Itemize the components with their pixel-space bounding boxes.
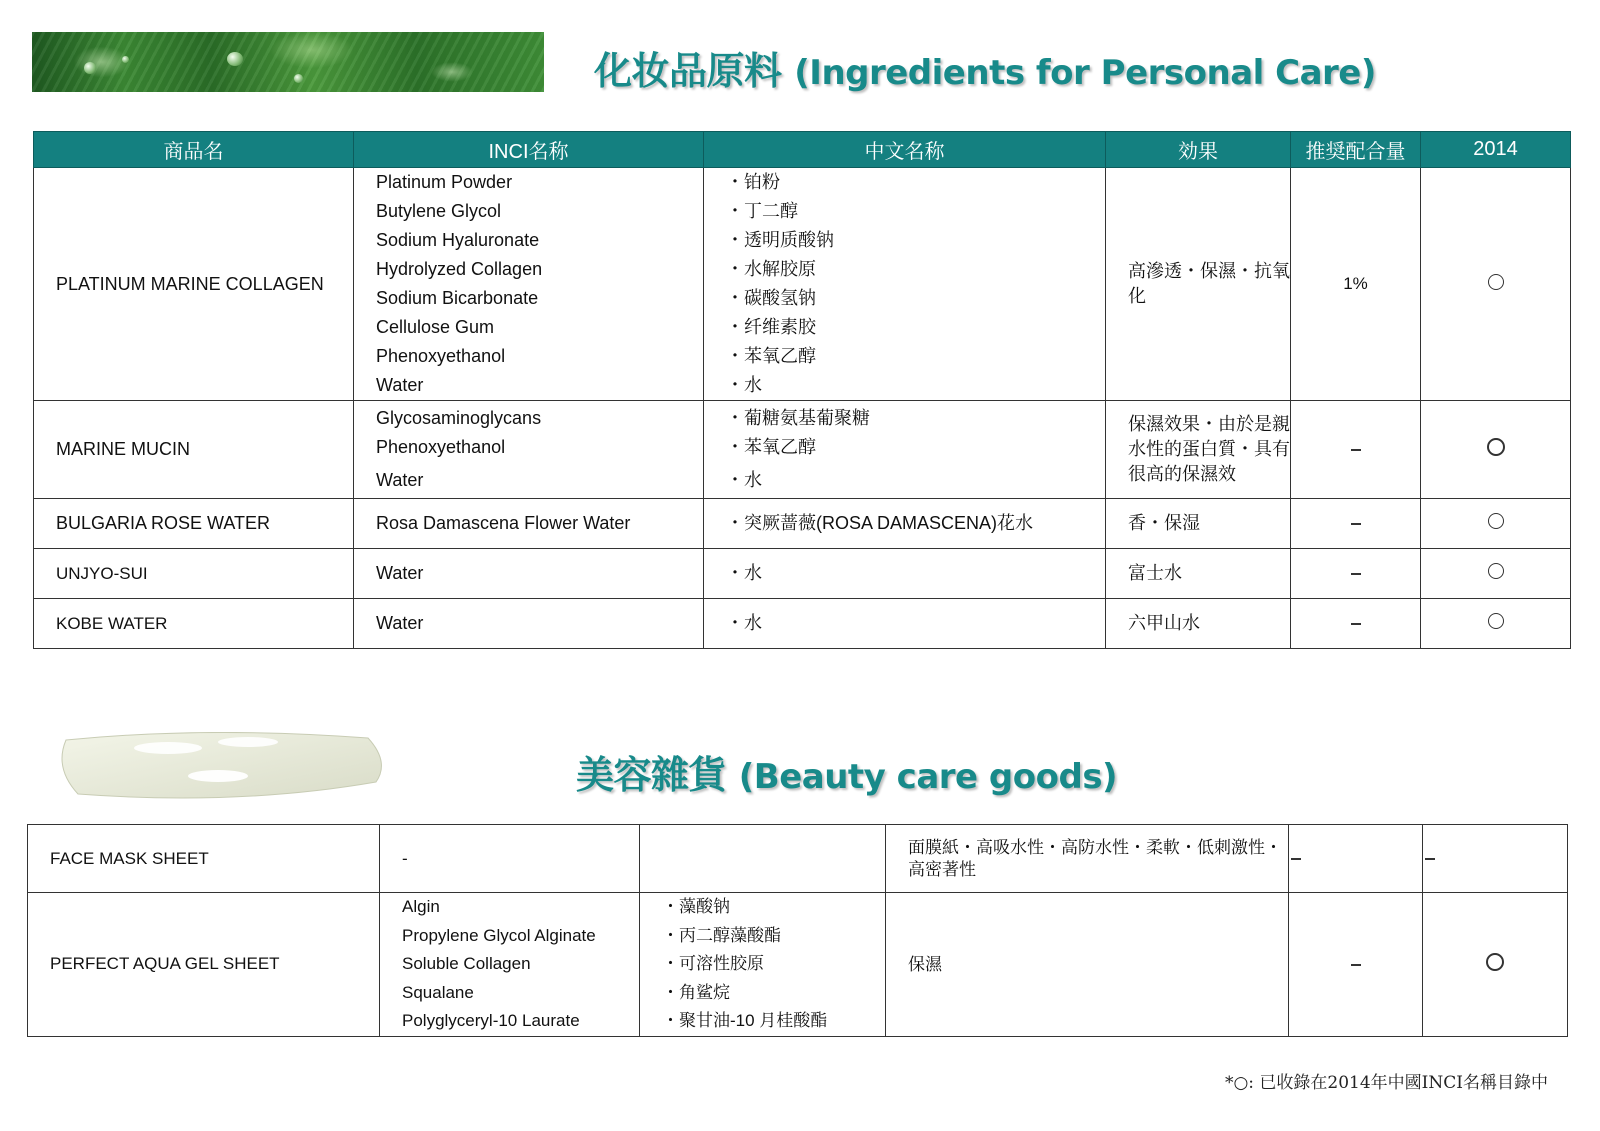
chinese-name-item: ・角鲨烷 bbox=[662, 982, 730, 1002]
chinese-name-item: ・丁二醇 bbox=[726, 201, 798, 221]
listed-2014-mark bbox=[1421, 168, 1571, 401]
section1-title-en: (Ingredients for Personal Care) bbox=[794, 53, 1376, 93]
section1-title-cn: 化妆品原料 bbox=[594, 48, 782, 93]
table-row bbox=[34, 549, 1571, 599]
inci-item: Polyglyceryl-10 Laurate bbox=[402, 1011, 580, 1030]
header-2014: 2014 bbox=[1421, 132, 1571, 168]
table-row bbox=[34, 401, 1571, 499]
inci-item: Rosa Damascena Flower Water bbox=[354, 499, 704, 549]
inci-item: Algin bbox=[402, 897, 440, 916]
water-drop bbox=[84, 62, 96, 74]
inci-item: Squalane bbox=[402, 982, 474, 1002]
chinese-name-item bbox=[704, 599, 1106, 649]
inci-list bbox=[380, 893, 640, 1037]
header-recommended-dose: 推奨配合量 bbox=[1291, 132, 1421, 168]
recommended-dose bbox=[1291, 401, 1421, 499]
product-name: PERFECT AQUA GEL SHEET bbox=[28, 893, 380, 1037]
listed-2014-mark bbox=[1421, 599, 1571, 649]
section2-title bbox=[576, 744, 1117, 799]
listed-2014-mark bbox=[1421, 549, 1571, 599]
circle-icon bbox=[1488, 513, 1504, 529]
chinese-name-list bbox=[640, 893, 886, 1037]
table-row bbox=[28, 893, 1568, 1037]
inci-item: Water bbox=[354, 599, 704, 649]
product-name: BULGARIA ROSE WATER bbox=[34, 499, 354, 549]
effect: 保濕效果・由於是親水性的蛋白質・具有很高的保濕效 bbox=[1106, 401, 1291, 499]
chinese-name-list bbox=[704, 168, 1106, 401]
inci-item: Hydrolyzed Collagen bbox=[376, 259, 543, 279]
inci-item: Cellulose Gum bbox=[376, 317, 495, 337]
chinese-name-item: ・可溶性胶原 bbox=[662, 954, 764, 973]
inci-list bbox=[354, 168, 704, 401]
chinese-name-item: ・聚甘油-10 月桂酸酯 bbox=[662, 1011, 828, 1030]
chinese-name-item: ・纤维素胶 bbox=[726, 317, 816, 337]
circle-icon bbox=[1488, 613, 1504, 629]
inci-item: Water bbox=[376, 375, 424, 395]
circle-icon bbox=[1488, 274, 1504, 290]
inci-item: Butylene Glycol bbox=[376, 201, 502, 221]
inci-item: Propylene Glycol Alginate bbox=[402, 925, 596, 945]
inci-item: Water bbox=[376, 470, 424, 490]
table-row bbox=[34, 499, 1571, 549]
inci-item: Soluble Collagen bbox=[402, 954, 531, 973]
product-name: KOBE WATER bbox=[34, 599, 354, 649]
water-drop bbox=[122, 56, 129, 63]
section2-title-en: (Beauty care goods) bbox=[738, 757, 1118, 797]
inci-item: Phenoxyethanol bbox=[376, 437, 506, 457]
water-drop bbox=[294, 74, 303, 83]
effect: 富士水 bbox=[1106, 549, 1291, 599]
chinese-name-item: ・苯氧乙醇 bbox=[726, 346, 816, 366]
product-name: MARINE MUCIN bbox=[34, 401, 354, 499]
listed-2014-mark bbox=[1421, 499, 1571, 549]
inci-item: Water bbox=[354, 549, 704, 599]
effect: 高滲透・保濕・抗氧化 bbox=[1106, 168, 1291, 401]
chinese-name-item: ・藻酸钠 bbox=[662, 897, 730, 916]
header-effect: 効果 bbox=[1106, 132, 1291, 168]
chinese-name-item: ・水 bbox=[726, 470, 762, 490]
recommended-dose bbox=[1291, 549, 1421, 599]
dash-mark bbox=[1291, 858, 1301, 860]
chinese-name-empty bbox=[640, 825, 886, 893]
table-header-row bbox=[34, 132, 1571, 168]
chinese-name-item: ・葡糖氨基葡聚糖 bbox=[726, 408, 870, 428]
chinese-name-item: ・苯氧乙醇 bbox=[726, 437, 816, 457]
inci-item: Sodium Bicarbonate bbox=[376, 288, 539, 308]
inci-item: Phenoxyethanol bbox=[376, 346, 506, 366]
effect: 保濕 bbox=[886, 893, 1289, 1037]
inci-item: Platinum Powder bbox=[376, 172, 513, 192]
circle-icon bbox=[1488, 563, 1504, 579]
effect: 六甲山水 bbox=[1106, 599, 1291, 649]
recommended-dose bbox=[1289, 825, 1423, 893]
inci-item: Sodium Hyaluronate bbox=[376, 230, 540, 250]
leaf-banner-image bbox=[32, 32, 544, 92]
dash-mark bbox=[1351, 573, 1361, 575]
dash-mark bbox=[1351, 449, 1361, 451]
chinese-name-item: ・铂粉 bbox=[726, 172, 780, 192]
section1-title bbox=[594, 40, 1376, 95]
ingredients-table bbox=[33, 131, 1571, 649]
dash-mark bbox=[1351, 623, 1361, 625]
face-mask-sheet-image bbox=[58, 732, 388, 800]
footnote: *○: 已收錄在2014年中國INCI名稱目錄中 bbox=[1224, 1073, 1548, 1093]
chinese-name-item: ・水解胶原 bbox=[726, 259, 816, 279]
dash-mark bbox=[1351, 523, 1361, 525]
table-row bbox=[34, 599, 1571, 649]
dash-mark bbox=[1425, 858, 1435, 860]
chinese-name-item: ・丙二醇藻酸酯 bbox=[662, 925, 781, 945]
recommended-dose bbox=[1291, 499, 1421, 549]
table-row bbox=[34, 168, 1571, 401]
listed-2014-mark bbox=[1423, 825, 1568, 893]
dash-mark bbox=[1351, 964, 1361, 966]
product-name: FACE MASK SHEET bbox=[28, 825, 380, 893]
circle-icon bbox=[1487, 438, 1505, 456]
listed-2014-mark bbox=[1423, 893, 1568, 1037]
header-product-name: 商品名 bbox=[34, 132, 354, 168]
effect: 香・保湿 bbox=[1106, 499, 1291, 549]
chinese-name-text: ・水 bbox=[726, 613, 762, 633]
inci-list bbox=[354, 401, 704, 499]
beauty-goods-table bbox=[27, 824, 1568, 1037]
chinese-name-item: ・透明质酸钠 bbox=[726, 230, 834, 250]
inci-item: - bbox=[380, 825, 640, 893]
chinese-name-text: ・突厥蔷薇(ROSA DAMASCENA)花水 bbox=[726, 513, 1034, 533]
chinese-name-item bbox=[704, 499, 1106, 549]
recommended-dose: 1% bbox=[1291, 168, 1421, 401]
chinese-name-list bbox=[704, 401, 1106, 499]
chinese-name-item bbox=[704, 549, 1106, 599]
chinese-name-text: ・水 bbox=[726, 563, 762, 583]
recommended-dose bbox=[1291, 599, 1421, 649]
chinese-name-item: ・碳酸氢钠 bbox=[726, 288, 816, 308]
listed-2014-mark bbox=[1421, 401, 1571, 499]
recommended-dose bbox=[1289, 893, 1423, 1037]
inci-item: Glycosaminoglycans bbox=[376, 408, 542, 428]
effect: 面膜紙・高吸水性・高防水性・柔軟・低刺激性・高密著性 bbox=[886, 825, 1289, 893]
table-row bbox=[28, 825, 1568, 893]
circle-icon bbox=[1486, 953, 1504, 971]
product-name: UNJYO-SUI bbox=[34, 549, 354, 599]
product-name: PLATINUM MARINE COLLAGEN bbox=[34, 168, 354, 401]
header-chinese-name: 中文名称 bbox=[704, 132, 1106, 168]
section2-title-cn: 美容雜貨 bbox=[576, 752, 727, 797]
water-drop bbox=[227, 52, 243, 66]
header-inci-name: INCI名称 bbox=[354, 132, 704, 168]
chinese-name-item: ・水 bbox=[726, 375, 762, 395]
